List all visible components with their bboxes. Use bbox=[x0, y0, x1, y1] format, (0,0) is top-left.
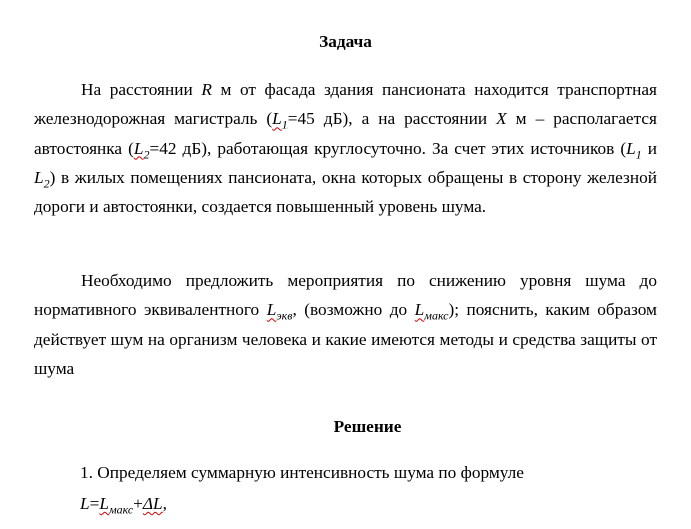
formula-l-max: $L_{макс}$ bbox=[99, 494, 134, 517]
step-1-text: 1. Определяем суммарную интенсивность шума по формуле bbox=[80, 463, 524, 482]
p1-text-1: На расстоянии bbox=[81, 80, 202, 99]
symbol-l2-second: $L_2$ bbox=[34, 167, 50, 191]
p1-text-2: м от фасада здания пансионата находится транспортная железнодорожная магистраль ( bbox=[34, 80, 657, 129]
p1-conjunction: и bbox=[641, 138, 657, 158]
task-heading: Задача bbox=[319, 32, 372, 51]
var-x: X bbox=[496, 109, 507, 129]
p2-text-3: ); пояснить, каким образом действует шум на организм человека и какие имеются методы и средства защиты от шума bbox=[34, 300, 657, 378]
symbol-l2: $L_2$ bbox=[133, 138, 150, 162]
formula-plus: + bbox=[133, 494, 143, 513]
symbol-l-equivalent: $L_{экв}$ bbox=[266, 300, 293, 323]
p1-text-5: =42 дБ), работающая круглосуточно. За счет этих источников ( bbox=[149, 138, 627, 158]
symbol-l1-second: $L_1$ bbox=[626, 138, 642, 162]
p2-text-2: , (возможно до bbox=[292, 300, 415, 320]
var-r: R bbox=[201, 80, 212, 99]
p1-text-4: м – располагается автостоянка ( bbox=[34, 109, 657, 158]
formula-equals: = bbox=[89, 494, 100, 513]
p2-text-1: Необходимо предложить мероприятия по снижению уровня шума до нормативного эквивалентного bbox=[34, 271, 657, 320]
formula-delta-l: ΔL bbox=[142, 494, 163, 513]
symbol-l-max: $L_{макс}$ bbox=[414, 300, 449, 323]
symbol-l1: $L_1$ bbox=[272, 109, 288, 132]
solution-heading: Решение bbox=[333, 417, 402, 436]
formula-line bbox=[80, 494, 167, 517]
problem-paragraph bbox=[34, 75, 657, 221]
requirement-paragraph bbox=[34, 266, 657, 383]
formula-lhs: L bbox=[80, 494, 90, 513]
p1-text-6: ) в жилых помещениях пансионата, окна которых обращены в сторону железной дороги и автостоянки, создается повышенный уровень шума. bbox=[34, 167, 657, 217]
formula-comma: , bbox=[162, 494, 167, 513]
p1-text-3: =45 дБ), а на расстоянии bbox=[287, 109, 497, 129]
